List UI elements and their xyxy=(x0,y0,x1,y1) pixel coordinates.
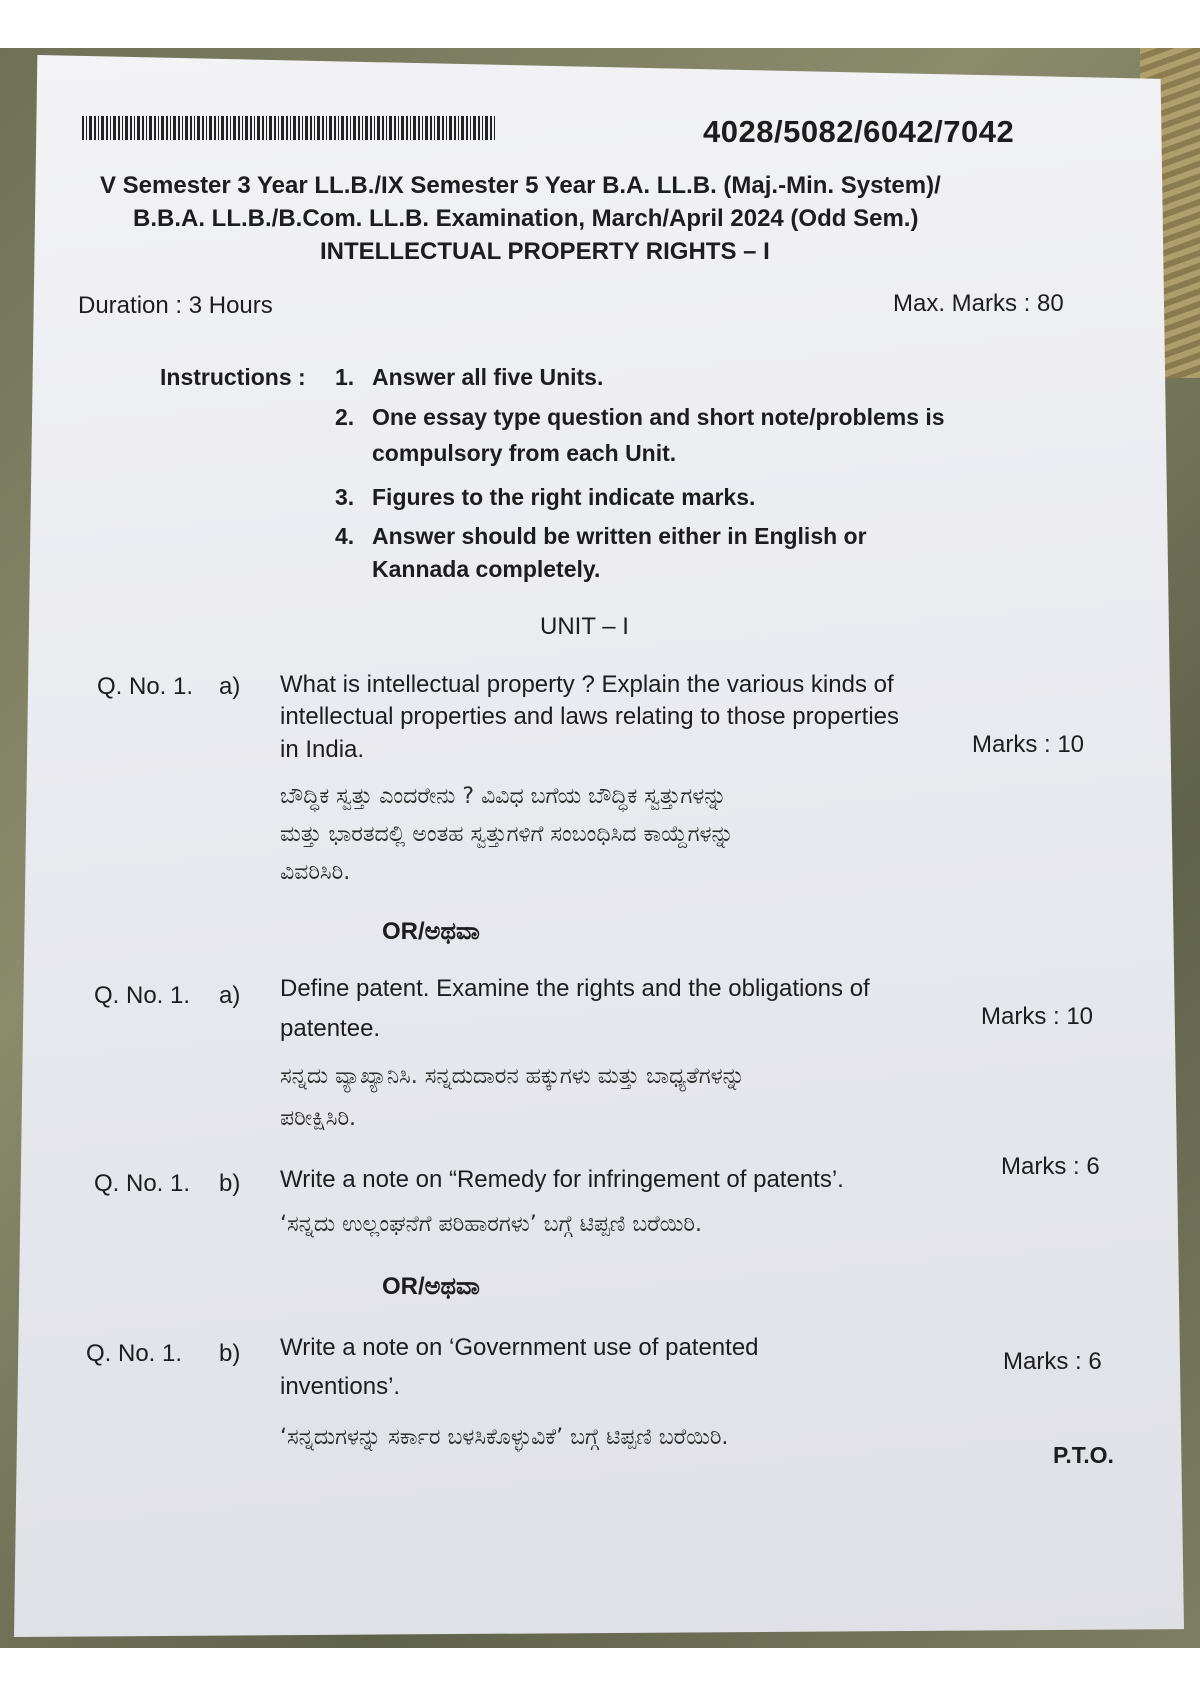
instruction-text: Figures to the right indicate marks. xyxy=(372,484,756,510)
question-number: Q. No. 1. xyxy=(94,1170,191,1197)
kannada-text: ಮತ್ತು ಭಾರತದಲ್ಲಿ ಅಂತಹ ಸ್ವತ್ತುಗಳಿಗೆ ಸಂಬಂಧಿಸಿದ ಕಾಯ್ದೆಗಳನ್ನು xyxy=(280,822,734,847)
question-number: Q. No. 1. xyxy=(86,1340,183,1367)
question-part: b) xyxy=(219,1340,241,1367)
instruction-text: Answer all five Units. xyxy=(372,364,604,390)
exam-title-line2: B.B.A. LL.B./B.Com. LL.B. Examination, March/April 2024 (Odd Sem.) xyxy=(133,205,919,232)
instruction-text: Answer should be written either in English or xyxy=(372,523,867,549)
kannada-text: ‘ಸನ್ನದುಗಳನ್ನು ಸರ್ಕಾರ ಬಳಸಿಕೊಳ್ಳುವಿಕೆ’ ಬಗ್ಗೆ ಟಿಪ್ಪಣಿ ಬರೆಯಿರಿ. xyxy=(280,1425,729,1450)
question-part: a) xyxy=(219,673,241,700)
instruction-number: 3. xyxy=(335,484,355,510)
question-part: a) xyxy=(219,982,241,1009)
instruction-text: compulsory from each Unit. xyxy=(372,440,677,466)
unit-heading: UNIT – I xyxy=(540,613,629,640)
paper-code: 4028/5082/6042/7042 xyxy=(703,114,1015,149)
question-text: patentee. xyxy=(280,1015,381,1042)
question-text: What is intellectual property ? Explain the various kinds of xyxy=(280,671,894,698)
max-marks: Max. Marks : 80 xyxy=(893,290,1064,317)
marks-label: Marks : 6 xyxy=(1003,1348,1102,1375)
instruction-text: Kannada completely. xyxy=(372,556,601,582)
question-text: Write a note on ‘Government use of patented xyxy=(280,1334,759,1361)
question-text: intellectual properties and laws relating to those properties xyxy=(280,703,900,730)
or-separator: OR/ಅಥವಾ xyxy=(382,1273,480,1300)
kannada-text: ಸನ್ನದು ವ್ಯಾಖ್ಯಾನಿಸಿ. ಸನ್ನದುದಾರನ ಹಕ್ಕುಗಳು ಮತ್ತು ಬಾಧ್ಯತೆಗಳನ್ನು xyxy=(280,1064,745,1089)
question-number: Q. No. 1. xyxy=(94,982,191,1009)
question-text: Write a note on “Remedy for infringement of patents’. xyxy=(280,1166,844,1193)
subject-title: INTELLECTUAL PROPERTY RIGHTS – I xyxy=(320,238,770,265)
question-part: b) xyxy=(219,1170,241,1197)
or-separator: OR/ಅಥವಾ xyxy=(382,918,480,945)
question-text: in India. xyxy=(280,736,365,763)
barcode xyxy=(82,116,495,140)
duration: Duration : 3 Hours xyxy=(78,292,273,319)
instruction-number: 1. xyxy=(335,364,355,390)
kannada-text: ವಿವರಿಸಿರಿ. xyxy=(280,860,351,885)
page-turn-over: P.T.O. xyxy=(1053,1442,1114,1468)
instruction-number: 4. xyxy=(335,523,355,549)
question-text: Define patent. Examine the rights and the obligations of xyxy=(280,975,870,1002)
kannada-text: ಪರೀಕ್ಷಿಸಿರಿ. xyxy=(280,1106,357,1131)
marks-label: Marks : 6 xyxy=(1001,1153,1100,1180)
question-number: Q. No. 1. xyxy=(97,673,194,700)
exam-title-line1: V Semester 3 Year LL.B./IX Semester 5 Year B.A. LL.B. (Maj.-Min. System)/ xyxy=(100,172,941,199)
question-text: inventions’. xyxy=(280,1373,401,1400)
instructions-label: Instructions : xyxy=(160,364,306,390)
marks-label: Marks : 10 xyxy=(972,731,1085,758)
instruction-text: One essay type question and short note/problems is xyxy=(372,404,945,430)
marks-label: Marks : 10 xyxy=(981,1003,1094,1030)
kannada-text: ಬೌದ್ಧಿಕ ಸ್ವತ್ತು ಎಂದರೇನು ? ವಿವಿಧ ಬಗೆಯ ಬೌದ್ಧಿಕ ಸ್ವತ್ತುಗಳನ್ನು xyxy=(280,784,727,809)
instruction-number: 2. xyxy=(335,404,355,430)
kannada-text: ‘ಸನ್ನದು ಉಲ್ಲಂಘನೆಗೆ ಪರಿಹಾರಗಳು’ ಬಗ್ಗೆ ಟಿಪ್ಪಣಿ ಬರೆಯಿರಿ. xyxy=(280,1212,702,1237)
